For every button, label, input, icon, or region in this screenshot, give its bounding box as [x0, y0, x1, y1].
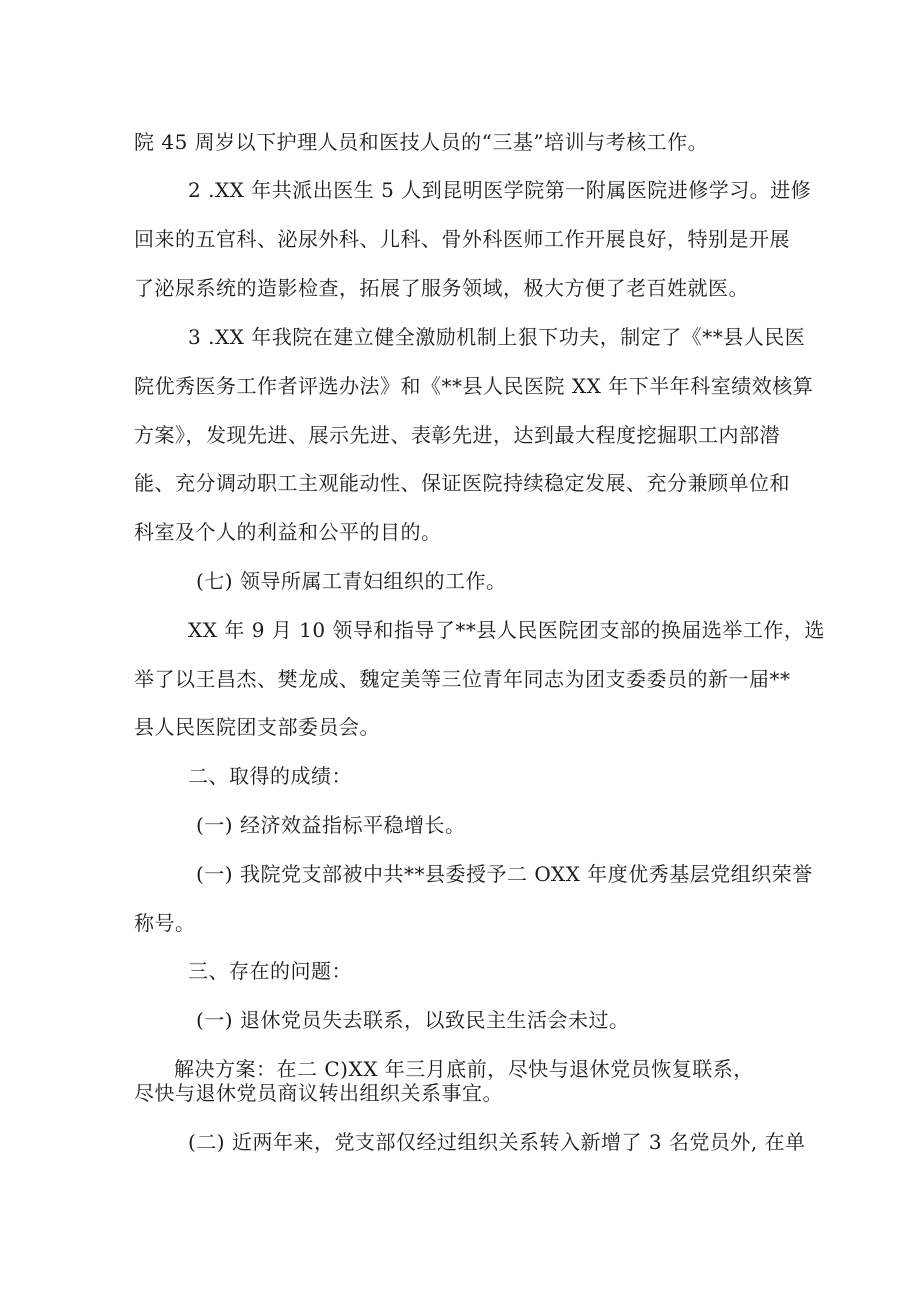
body-text-line: 称号。	[134, 911, 196, 935]
body-text-line: 举了以王昌杰、樊龙成、魏定美等三位青年同志为团支委委员的新一届**	[134, 667, 791, 691]
body-text-line: 方案》，发现先进、展示先进、表彰先进，达到最大程度挖掘职工内部潜	[134, 423, 780, 447]
section-subheading: (一) 经济效益指标平稳增长。	[196, 813, 466, 837]
body-text-line: 了泌尿系统的造影检查，拓展了服务领域，极大方便了老百姓就医。	[134, 276, 749, 300]
body-text-line: XX 年 9 月 10 领导和指导了**县人民医院团支部的换届选举工作，选	[188, 618, 825, 642]
body-text-line: 院优秀医务工作者评选办法》和《**县人民医院 XX 年下半年科室绩效核算	[134, 374, 814, 398]
section-subheading: (一) 退休党员失去联系，以致民主生活会未过。	[196, 1008, 630, 1032]
section-subheading: (七) 领导所属工青妇组织的工作。	[196, 569, 507, 593]
body-text-line: 能、充分调动职工主观能动性、保证医院持续稳定发展、充分兼顾单位和	[134, 471, 790, 495]
body-text-line: 回来的五官科、泌尿外科、儿科、骨外科医师工作开展良好，特别是开展	[134, 227, 790, 251]
body-text-line: 尽快与退休党员商议转出组织关系事宜。	[134, 1081, 503, 1105]
section-subheading: (二) 近两年来，党支部仅经过组织关系转入新增了 3 名党员外, 在单	[188, 1130, 806, 1154]
section-subheading: (一) 我院党支部被中共**县委授予二 OXX 年度优秀基层党组织荣誉	[196, 862, 813, 886]
section-heading: 三、存在的问题：	[188, 959, 352, 983]
body-text-line: 院 45 周岁以下护理人员和医技人员的“三基”培训与考核工作。	[134, 130, 709, 154]
body-text-line: 科室及个人的利益和公平的目的。	[134, 520, 442, 544]
section-heading: 二、取得的成绩：	[188, 764, 352, 788]
body-text-line: 县人民医院团支部委员会。	[134, 715, 380, 739]
body-text-line: 解决方案：在二 C)XX 年三月底前，尽快与退休党员恢复联系，	[174, 1057, 754, 1081]
body-text-line: 3 .XX 年我院在建立健全激励机制上狠下功夫，制定了《**县人民医	[188, 325, 806, 349]
body-text-line: 2 .XX 年共派出医生 5 人到昆明医学院第一附属医院进修学习。进修	[188, 178, 812, 202]
